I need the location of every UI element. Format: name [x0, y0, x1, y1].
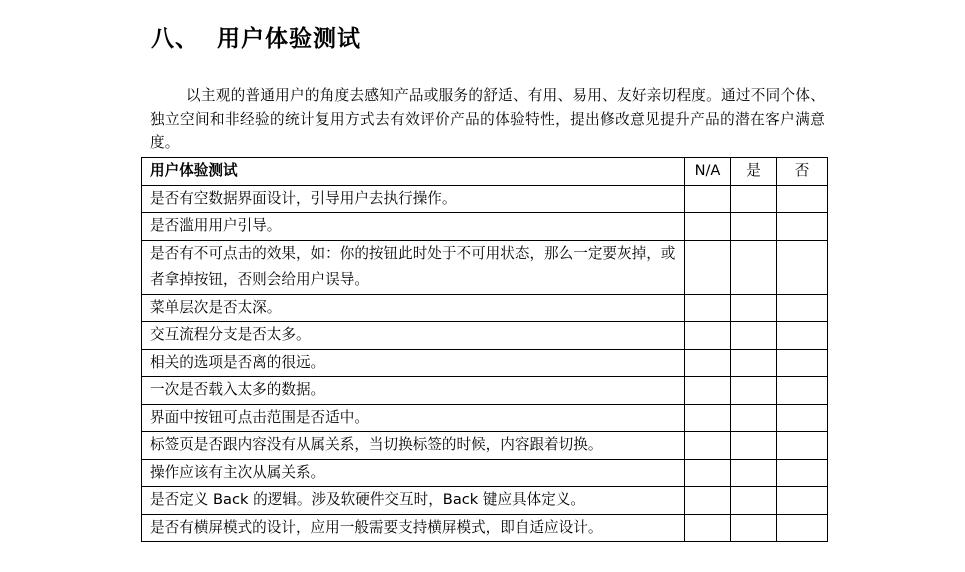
row-text: 交互流程分支是否太多。 [142, 322, 685, 350]
table-row [142, 240, 828, 294]
table-row [142, 294, 828, 322]
no-cell[interactable] [777, 514, 828, 542]
na-cell[interactable] [685, 377, 731, 405]
yes-cell[interactable] [731, 432, 777, 460]
ux-checklist-table [141, 157, 828, 542]
yes-cell[interactable] [731, 459, 777, 487]
row-text: 是否有不可点击的效果，如：你的按钮此时处于不可用状态，那么一定要灰掉，或者拿掉按钮，否则会给用户误导。 [142, 240, 685, 294]
row-text: 是否有横屏模式的设计，应用一般需要支持横屏模式，即自适应设计。 [142, 514, 685, 542]
na-cell[interactable] [685, 185, 731, 213]
table-row [142, 377, 828, 405]
table-row [142, 349, 828, 377]
no-cell[interactable] [777, 377, 828, 405]
header-no: 否 [777, 158, 828, 186]
na-cell[interactable] [685, 487, 731, 515]
yes-cell[interactable] [731, 487, 777, 515]
na-cell[interactable] [685, 432, 731, 460]
yes-cell[interactable] [731, 377, 777, 405]
row-text: 操作应该有主次从属关系。 [142, 459, 685, 487]
no-cell[interactable] [777, 213, 828, 241]
table-row [142, 487, 828, 515]
no-cell[interactable] [777, 487, 828, 515]
intro-paragraph: 以主观的普通用户的角度去感知产品或服务的舒适、有用、易用、友好亲切程度。通过不同个体、独立空间和非经验的统计复用方式去有效评价产品的体验特性，提出修改意见提升产品的潜在客户满意度。 [150, 87, 825, 151]
yes-cell[interactable] [731, 514, 777, 542]
no-cell[interactable] [777, 404, 828, 432]
row-text: 一次是否载入太多的数据。 [142, 377, 685, 405]
section-heading [151, 20, 361, 53]
row-text: 是否定义 Back 的逻辑。涉及软硬件交互时，Back 键应具体定义。 [142, 487, 685, 515]
no-cell[interactable] [777, 349, 828, 377]
table-row [142, 459, 828, 487]
table-row [142, 432, 828, 460]
table-header-row [142, 158, 828, 186]
na-cell[interactable] [685, 322, 731, 350]
yes-cell[interactable] [731, 213, 777, 241]
section-number: 八、 [151, 26, 199, 52]
na-cell[interactable] [685, 294, 731, 322]
header-na: N/A [685, 158, 731, 186]
table-row [142, 404, 828, 432]
na-cell[interactable] [685, 459, 731, 487]
yes-cell[interactable] [731, 240, 777, 294]
yes-cell[interactable] [731, 185, 777, 213]
yes-cell[interactable] [731, 322, 777, 350]
section-title: 用户体验测试 [217, 26, 361, 52]
header-yes: 是 [731, 158, 777, 186]
no-cell[interactable] [777, 322, 828, 350]
yes-cell[interactable] [731, 294, 777, 322]
table-row [142, 322, 828, 350]
no-cell[interactable] [777, 294, 828, 322]
no-cell[interactable] [777, 459, 828, 487]
row-text: 标签页是否跟内容没有从属关系，当切换标签的时候，内容跟着切换。 [142, 432, 685, 460]
table-row [142, 213, 828, 241]
table-row [142, 514, 828, 542]
header-item: 用户体验测试 [142, 158, 685, 186]
na-cell[interactable] [685, 514, 731, 542]
na-cell[interactable] [685, 240, 731, 294]
na-cell[interactable] [685, 213, 731, 241]
na-cell[interactable] [685, 349, 731, 377]
row-text: 界面中按钮可点击范围是否适中。 [142, 404, 685, 432]
row-text: 相关的选项是否离的很远。 [142, 349, 685, 377]
table-row [142, 185, 828, 213]
no-cell[interactable] [777, 432, 828, 460]
yes-cell[interactable] [731, 404, 777, 432]
row-text: 菜单层次是否太深。 [142, 294, 685, 322]
no-cell[interactable] [777, 185, 828, 213]
yes-cell[interactable] [731, 349, 777, 377]
no-cell[interactable] [777, 240, 828, 294]
row-text: 是否有空数据界面设计，引导用户去执行操作。 [142, 185, 685, 213]
na-cell[interactable] [685, 404, 731, 432]
row-text: 是否滥用用户引导。 [142, 213, 685, 241]
